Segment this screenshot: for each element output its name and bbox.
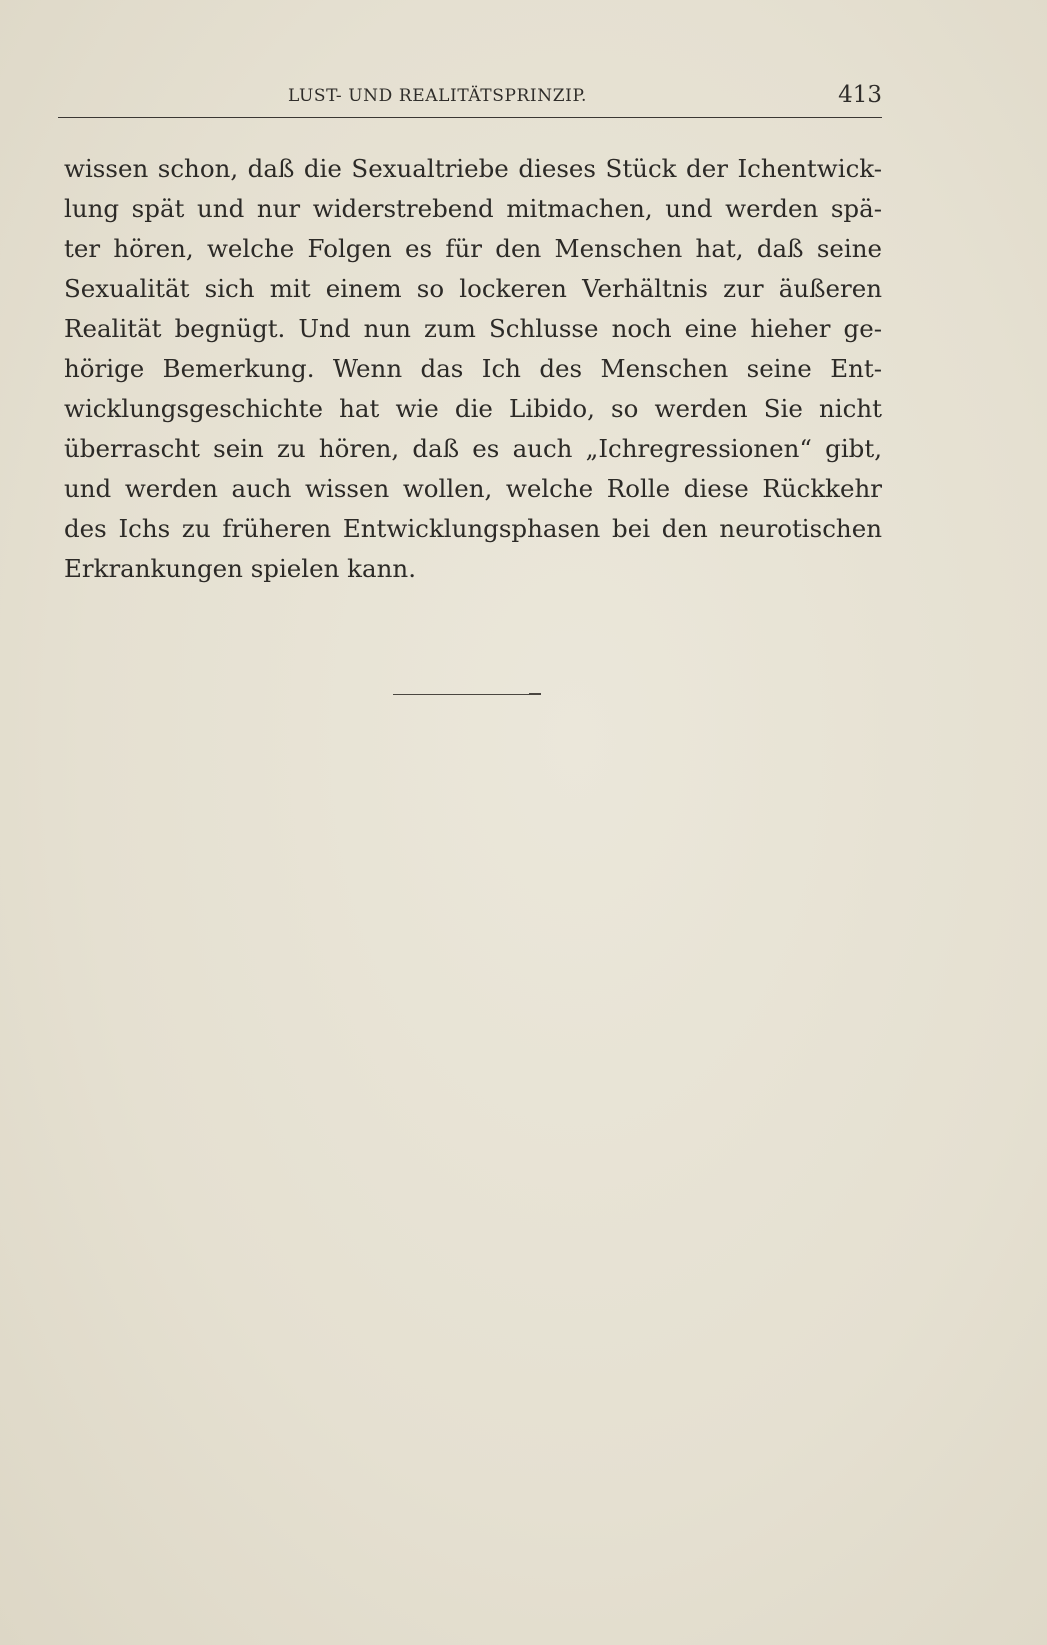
text-line: Realität begnügt. Und nun zum Schlusse noch eine hieher ge-	[64, 314, 882, 343]
text-line: des Ichs zu früheren Entwicklungsphasen bei den neurotischen	[64, 514, 882, 543]
section-end-rule	[393, 694, 541, 695]
text-line: lung spät und nur widerstrebend mitmachen, und werden spä-	[64, 194, 882, 223]
text-line: hörige Bemerkung. Wenn das Ich des Menschen seine Ent-	[64, 354, 882, 383]
page-number: 413	[838, 82, 882, 108]
running-head	[58, 80, 882, 116]
text-line: Sexualität sich mit einem so lockeren Verhältnis zur äußeren	[64, 274, 882, 303]
text-line: wissen schon, daß die Sexualtriebe dieses Stück der Ichentwick-	[64, 154, 882, 183]
text-line: Erkrankungen spielen kann.	[64, 554, 416, 583]
text-line: wicklungsgeschichte hat wie die Libido, so werden Sie nicht	[64, 394, 882, 423]
chapter-title: LUST- UND REALITÄTSPRINZIP.	[288, 86, 588, 106]
text-line: und werden auch wissen wollen, welche Rolle diese Rückkehr	[64, 474, 882, 503]
text-line: überrascht sein zu hören, daß es auch „Ichregressionen“ gibt,	[64, 434, 882, 463]
body-paragraph	[64, 149, 882, 589]
text-line: ter hören, welche Folgen es für den Menschen hat, daß seine	[64, 234, 882, 263]
header-rule	[58, 117, 882, 118]
